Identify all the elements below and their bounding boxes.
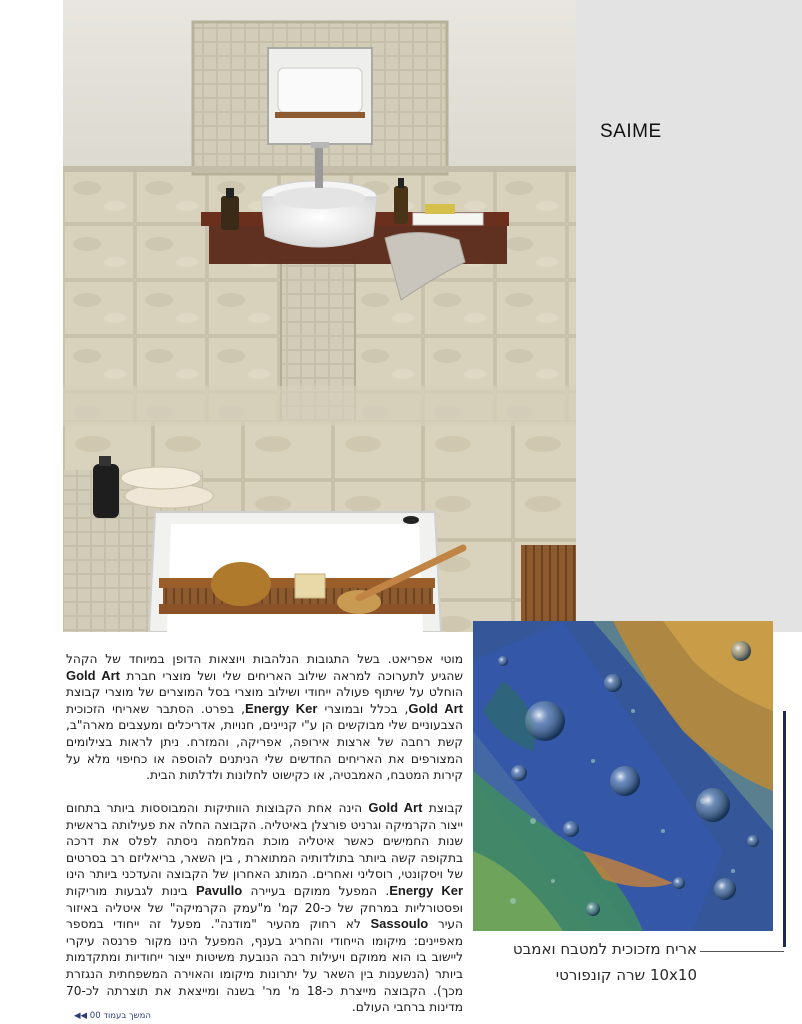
para1-brand-1: Gold Art [66,667,120,683]
para2-brand-3: Pavullo [195,882,243,898]
para2-text-4: בינות לגבעות מוריקות ופסטורליות במרחק של כ-20 קמ' מ"עמק הקרמיקה" של איטליה באיזור העיר [66,883,464,932]
caption-line-2: 10x10 שרה קונפורטי [555,966,697,984]
para2-text-2: הינה אחת הקבוצות הוותיקות והמבוססות ביותר בתחום ייצור הקרמיקה וגרניט פורצלן באיטליה. הקבוצה החלה את פעילותה בראשית שנות החמישים כאשר איטליה מוכת המלחמה ניסתה לפלס את דרכה בתקופה קשה ביותר בתולדותיה המתוארת , בין השאר, בריאליזם רב בסרטים של ויסקונטי, רוסליני ואחרים. המותג האחרון של הקבוצה והעדכני ביותר הינו [66,801,463,882]
article-paragraph-1 [66,651,463,784]
glass-tile-photo [473,621,773,931]
continued-text: המשך בעמוד 00 [89,1011,151,1021]
para2-brand-4: Sassoulo [370,916,429,932]
para2-brand-2: Energy Ker [389,882,464,898]
para1-text-4: , בפרט. הסתבר שאריחי הזכוכית הצבעוניים שלי מבוקשים הן ע"י קניינים, חנויות, אדריכלים ומעצבים מארה"ב, קשת רחבה של ארצות אירופה, אפריקה, והמזרח. ניתן לראות בצילומים המצורפים את האריחים החדשים שלי הניתנים להוספה או כחיפוי מלא על קירות המטבח, האמבטיה, או כקישוט לחלונות ולדלתות הבית. [66,701,463,783]
double-arrow-left-icon: ◀◀ [74,1011,88,1021]
side-panel [576,0,802,632]
para1-text-1: מוטי אפריאט. בשל התגובות הנלהבות ויוצאות הדופן במיוחד של הקהל שהגיע לתערוכה למראה שילוב האריחים שלי ושל מוצרי חברת [66,652,464,683]
para2-text-1: קבוצת [428,801,464,815]
para1-brand-3: Energy Ker [245,700,318,716]
bathroom-photo [63,0,576,632]
caption-rule [700,951,784,952]
caption-line-1: אריח מזכוכית למטבח ואמבט [512,940,697,958]
para2-text-5: לא רחוק מהעיר "מודנה". מפעל זה ייחודי במספר מאפיינים: מיקומו הייחודי והחריג בענף, המפעל הינו מקור פרנסה עיקרי ליישוב בו הוא ממוקם ויעילות רבה הנובעת משיטות ייצור ייחודיות ומתקדמות ביותר (הנשענות בין השאר על יתרונות מיקומו והאוירה המשפחתית הנגזרת מכך). הקבוצה מייצרת כ-18 מ' מר' בשנה ומייצאת את תוצרתה לכ-70 מדינות ברחבי העולם. [66,917,463,1015]
article-paragraph-2 [66,800,463,1016]
tile-caption [469,936,697,988]
para1-brand-2: Gold Art [408,700,463,716]
para2-text-3: . המפעל ממוקם בעיירה [250,883,390,898]
para1-text-3: , בכלל ובמוצרי [324,701,409,716]
para2-brand-1: Gold Art [368,800,423,815]
para1-text-2: הוחלט על שיתוף פעולה ייחודי ושילוב מוצרי בסל המוצרים של מוצרי קבוצת [66,685,463,700]
brand-label: SAIME [600,121,662,142]
continued-note[interactable] [74,1011,151,1021]
tile-side-rule [783,711,786,947]
